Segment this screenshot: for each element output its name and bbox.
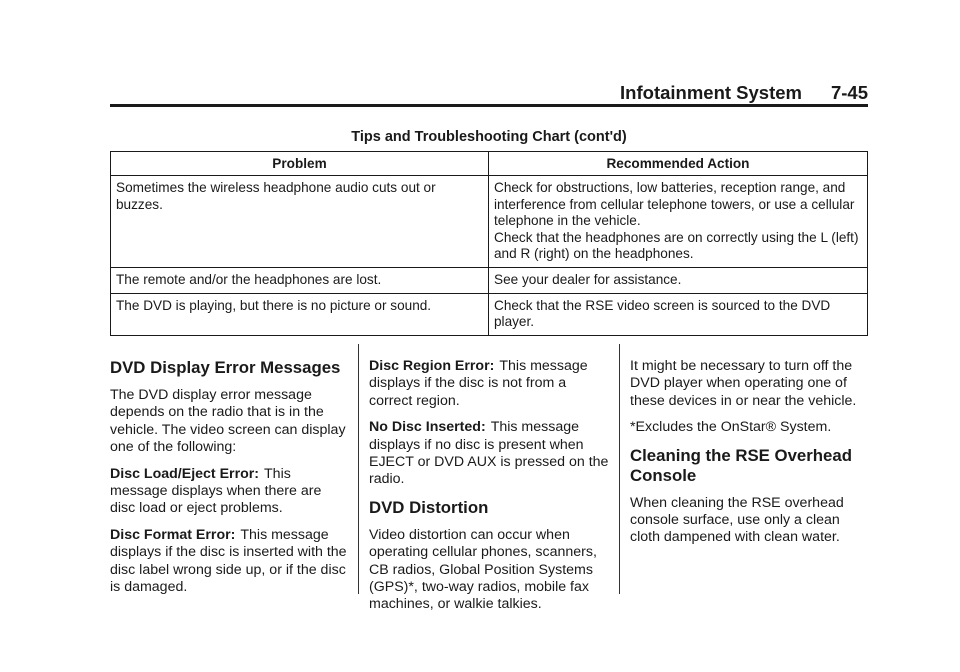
table-row <box>111 267 868 293</box>
error-message-item <box>110 466 348 518</box>
paragraph: It might be necessary to turn off the DVD player when operating one of these devices in or near the vehicle. <box>630 358 857 409</box>
problem-cell: The remote and/or the headphones are lost. <box>111 267 489 293</box>
error-term: Disc Load/Eject Error: <box>110 465 260 482</box>
table-row <box>111 293 868 335</box>
column-header-action: Recommended Action <box>489 152 868 176</box>
troubleshooting-table <box>110 151 868 336</box>
table-header-row <box>111 152 868 176</box>
header-rule <box>110 104 868 107</box>
paragraph: The DVD display error message depends on the radio that is in the vehicle. The video screen can display one of the following: <box>110 387 346 456</box>
action-text: Check for obstructions, low batteries, reception range, and interference from cellular telephone towers, or use a cellular telephone in the vehicle. <box>494 180 855 229</box>
page-header <box>110 78 868 106</box>
problem-cell: Sometimes the wireless headphone audio cuts out or buzzes. <box>111 176 489 268</box>
error-description: This message displays when there are disc load or eject problems. <box>110 465 322 517</box>
table-row <box>111 176 868 268</box>
text-column-1 <box>110 358 348 605</box>
paragraph: Video distortion can occur when operating cellular phones, scanners, CB radios, Global Position Systems (GPS)*, two-way radios, mobile fax machines, or walkie talkies. <box>369 526 597 613</box>
page-number: 7-45 <box>830 82 868 103</box>
error-description: This message displays if the disc is not from a correct region. <box>369 358 588 409</box>
problem-cell: The DVD is playing, but there is no picture or sound. <box>111 293 489 335</box>
error-description: This message displays if no disc is present when EJECT or DVD AUX is pressed on the radio. <box>369 419 609 488</box>
error-term: Disc Format Error: <box>110 526 236 543</box>
section-title: Infotainment System <box>620 82 802 103</box>
paragraph: When cleaning the RSE overhead console surface, use only a clean cloth dampened with clean water. <box>630 494 844 546</box>
action-cell <box>489 267 868 293</box>
table-title: Tips and Troubleshooting Chart (cont'd) <box>351 129 627 145</box>
error-message-item <box>369 419 609 489</box>
error-message-item <box>110 527 348 597</box>
error-term: Disc Region Error: <box>369 358 495 374</box>
section-heading: Cleaning the RSE Overhead Console <box>630 445 852 485</box>
section-heading: DVD Display Error Messages <box>110 358 341 377</box>
error-term: No Disc Inserted: <box>369 419 486 436</box>
column-header-problem: Problem <box>111 152 489 176</box>
action-cell <box>489 176 868 268</box>
text-column-2 <box>369 358 609 623</box>
column-divider <box>619 344 620 594</box>
section-heading: DVD Distortion <box>369 497 489 517</box>
action-text: Check that the RSE video screen is sourced to the DVD player. <box>494 297 831 330</box>
error-message-item <box>369 358 609 410</box>
column-divider <box>358 344 359 594</box>
action-text: Check that the headphones are on correctly using the L (left) and R (right) on the headphones. <box>494 229 859 262</box>
action-cell <box>489 293 868 335</box>
footnote: *Excludes the OnStar® System. <box>630 419 832 436</box>
action-text: See your dealer for assistance. <box>494 271 682 287</box>
error-description: This message displays if the disc is inserted with the disc label wrong side up, or if the disc is damaged. <box>110 526 347 596</box>
text-column-3 <box>630 358 870 556</box>
